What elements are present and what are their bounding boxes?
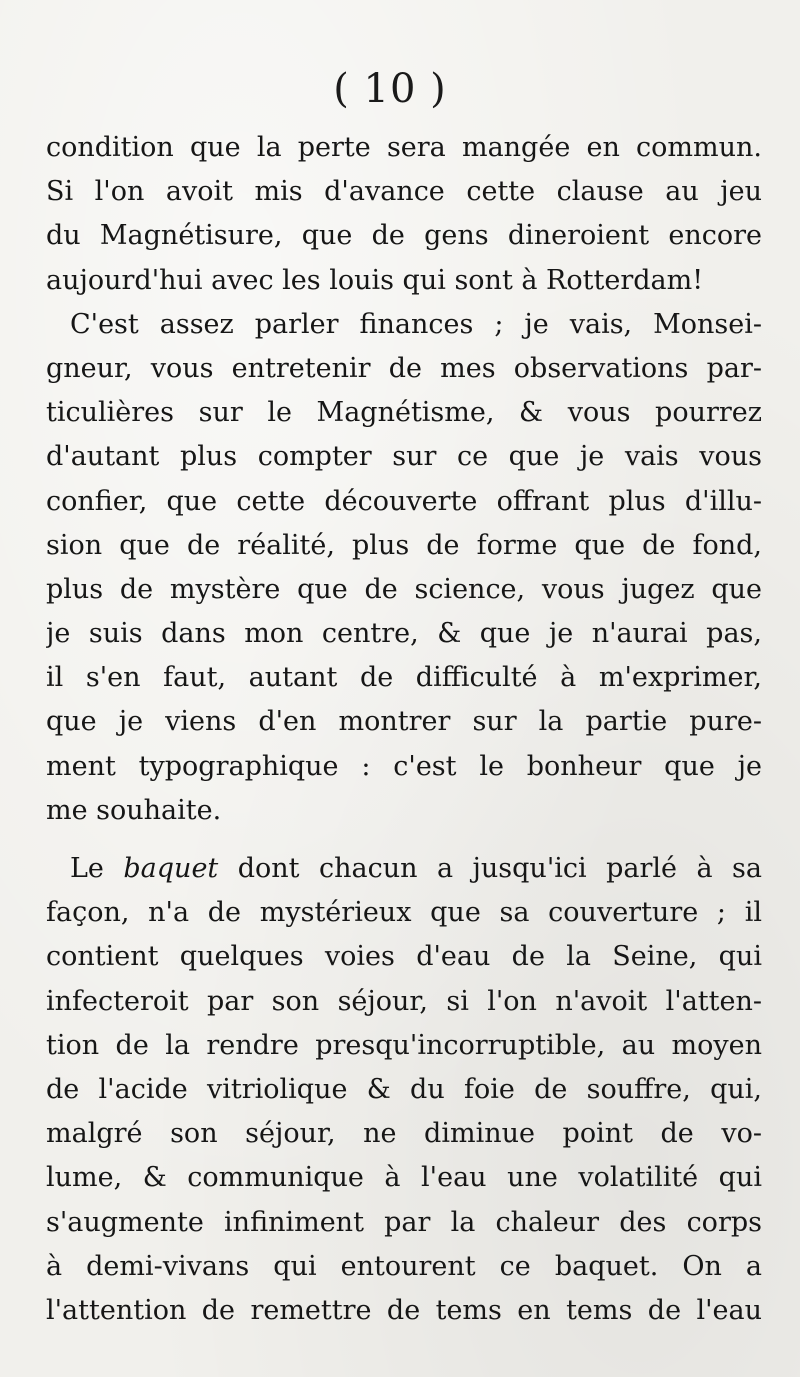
- text-line: il s'en faut, autant de difficulté à m'exprimer,: [46, 662, 762, 694]
- paragraph-lead-word: Le: [70, 853, 104, 884]
- text-line: ment typographique : c'est le bonheur que je: [46, 750, 762, 782]
- text-line: à demi-vivans qui entourent ce baquet. On a: [46, 1250, 762, 1282]
- text-line: contient quelques voies d'eau de la Seine, qui: [46, 941, 762, 973]
- text-line: condition que la perte sera mangée en commun.: [46, 132, 762, 163]
- text-line: ticulières sur le Magnétisme, & vous pourrez: [46, 397, 762, 429]
- paragraph-start-line: [46, 847, 762, 891]
- text-line: confier, que cette découverte offrant plus d'illu-: [46, 485, 762, 517]
- text-line: me souhaite.: [46, 794, 222, 826]
- paragraph-start-line: C'est assez parler finances ; je vais, Monsei-: [70, 308, 762, 340]
- text-line: tion de la rendre presqu'incorruptible, au moyen: [46, 1029, 762, 1061]
- body-text: [46, 126, 762, 1333]
- text-line: l'attention de remettre de tems en tems de l'eau: [46, 1294, 762, 1326]
- text-line: malgré son séjour, ne diminue point de vo-: [46, 1118, 762, 1150]
- text-line: gneur, vous entretenir de mes observations par-: [46, 352, 762, 384]
- text-line: plus de mystère que de science, vous jugez que: [46, 573, 762, 605]
- text-line: lume, & communique à l'eau une volatilité qui: [46, 1162, 762, 1194]
- page-number: ( 10 ): [333, 66, 447, 112]
- text-line: je suis dans mon centre, & que je n'aurai pas,: [46, 618, 762, 650]
- text-line: s'augmente infiniment par la chaleur des corps: [46, 1206, 762, 1238]
- text-line: d'autant plus compter sur ce que je vais vous: [46, 441, 762, 473]
- text-line: que je viens d'en montrer sur la partie pure-: [46, 706, 762, 738]
- italic-word-baquet: baquet: [123, 853, 219, 884]
- text-line: aujourd'hui avec les louis qui sont à Rotterdam!: [46, 264, 704, 296]
- text-line: Si l'on avoit mis d'avance cette clause au jeu: [46, 176, 762, 208]
- text-line: de l'acide vitriolique & du foie de souffre, qui,: [46, 1073, 762, 1105]
- text-line-rest: dont chacun a jusqu'ici parlé à sa: [237, 853, 762, 884]
- text-line: sion que de réalité, plus de forme que de fond,: [46, 529, 762, 561]
- text-line: du Magnétisure, que de gens dineroient encore: [46, 220, 762, 252]
- text-line: façon, n'a de mystérieux que sa couverture ; il: [46, 897, 762, 929]
- text-line: infecteroit par son séjour, si l'on n'avoit l'atten-: [46, 985, 762, 1017]
